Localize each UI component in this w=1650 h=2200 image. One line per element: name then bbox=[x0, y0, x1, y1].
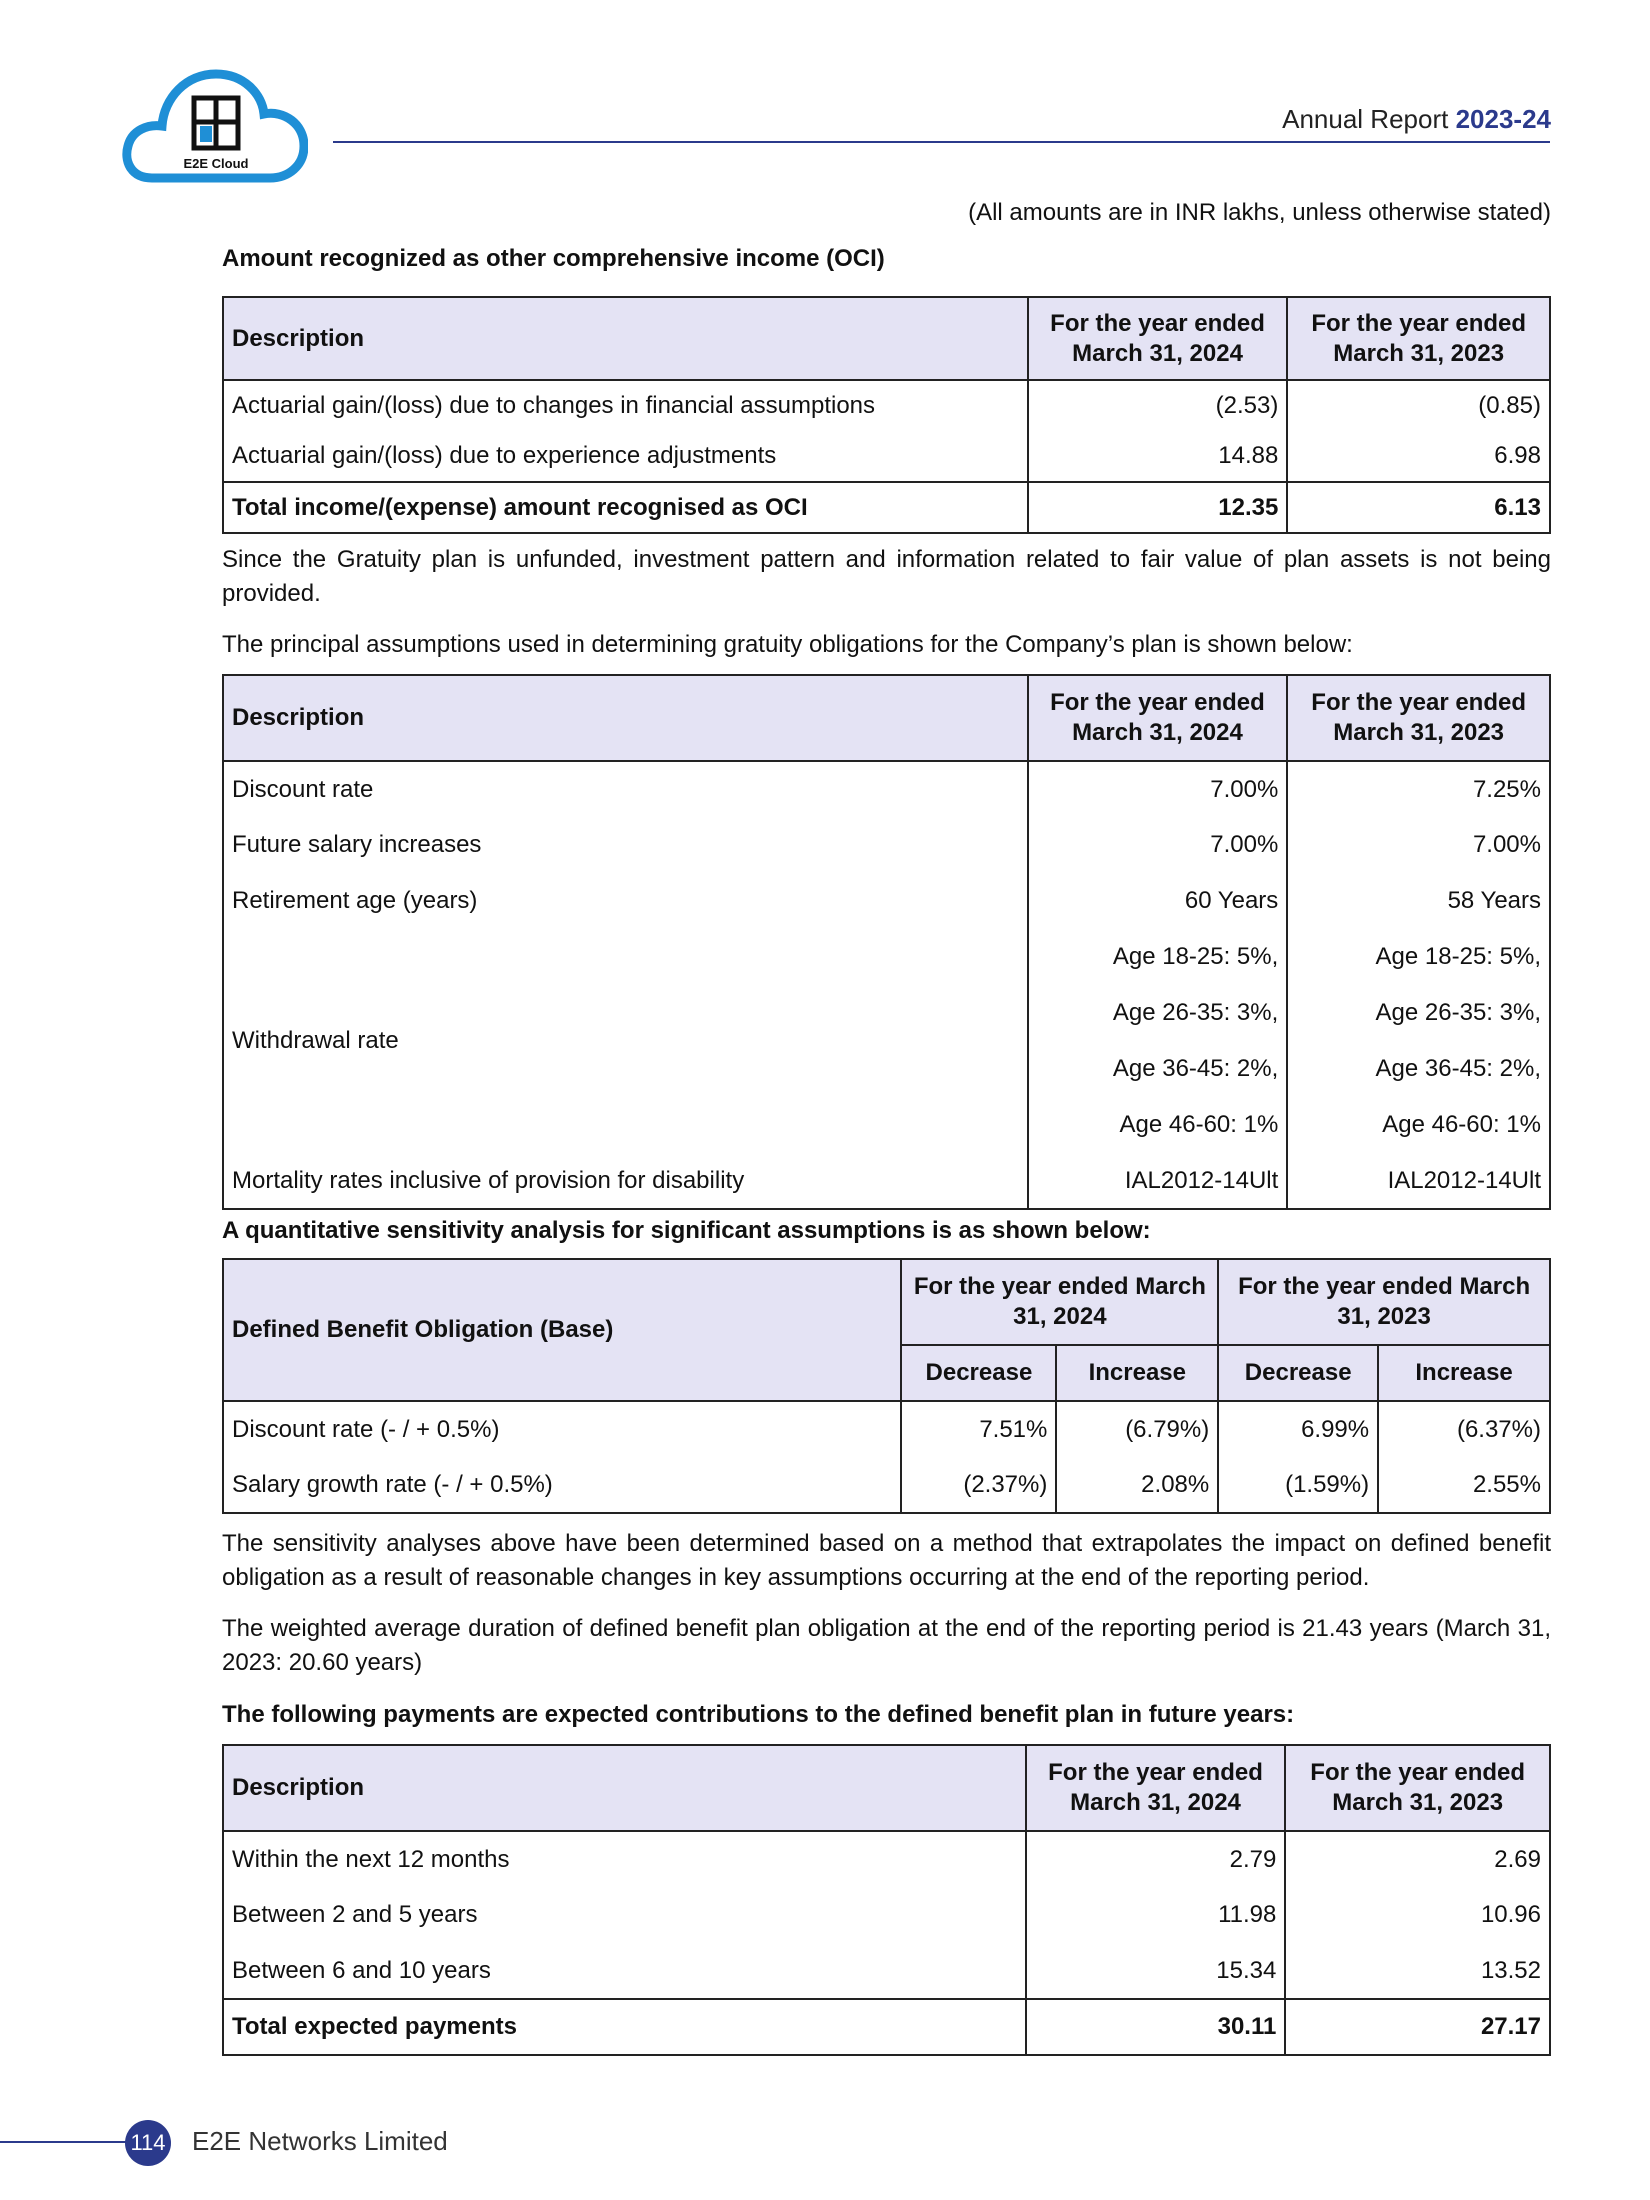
table-row: Salary growth rate (- / + 0.5%) (2.37%) 2.08% (1.59%) 2.55% bbox=[223, 1457, 1550, 1513]
column-header: For the year ended March 31, 2023 bbox=[1285, 1745, 1550, 1831]
table-row: Mortality rates inclusive of provision for disability IAL2012-14Ult IAL2012-14Ult bbox=[223, 1153, 1550, 1209]
table-row: Future salary increases 7.00% 7.00% bbox=[223, 817, 1550, 873]
sensitivity-table bbox=[222, 1258, 1551, 1514]
company-name: E2E Networks Limited bbox=[192, 2126, 448, 2156]
assumptions-table bbox=[222, 674, 1551, 1210]
paragraph: The weighted average duration of defined benefit plan obligation at the end of the reporting period is 21.43 years (March 31, 2023: 20.60 years) bbox=[222, 1615, 1551, 1676]
column-header: For the year ended March 31, 2023 bbox=[1287, 675, 1550, 761]
table-row: Discount rate 7.00% 7.25% bbox=[223, 761, 1550, 817]
column-header: Description bbox=[223, 675, 1028, 761]
amounts-note: (All amounts are in INR lakhs, unless otherwise stated) bbox=[968, 199, 1551, 226]
paragraph: The principal assumptions used in determining gratuity obligations for the Company’s plan is shown below: bbox=[222, 631, 1353, 658]
withdrawal-label: Withdrawal rate bbox=[223, 929, 1028, 1153]
table-row: Actuarial gain/(loss) due to experience adjustments 14.88 6.98 bbox=[223, 431, 1550, 482]
report-year: 2023-24 bbox=[1455, 104, 1551, 134]
paragraph: The sensitivity analyses above have been determined based on a method that extrapolates the impact on defined benefit obligation as a result of reasonable changes in key assumptions occurring at the end of the reporting period. bbox=[222, 1530, 1551, 1591]
report-label: Annual Report bbox=[1282, 104, 1449, 134]
total-row: Total expected payments 30.11 27.17 bbox=[223, 1999, 1550, 2055]
column-header: For the year ended March 31, 2024 bbox=[1028, 675, 1288, 761]
paragraph: Since the Gratuity plan is unfunded, investment pattern and information related to fair value of plan assets is not being provided. bbox=[222, 546, 1551, 607]
table-row: Withdrawal rate Age 18-25: 5%, Age 18-25: 5%, bbox=[223, 929, 1550, 985]
column-header: Decrease bbox=[1218, 1345, 1378, 1401]
column-header: For the year ended March 31, 2024 bbox=[1026, 1745, 1286, 1831]
table-row: Age 46-60: 1% Age 46-60: 1% bbox=[223, 1097, 1550, 1153]
table-row: Discount rate (- / + 0.5%) 7.51% (6.79%) 6.99% (6.37%) bbox=[223, 1401, 1550, 1457]
column-header: Increase bbox=[1056, 1345, 1218, 1401]
table-row: Actuarial gain/(loss) due to changes in financial assumptions (2.53) (0.85) bbox=[223, 380, 1550, 431]
column-header: For the year ended March 31, 2023 bbox=[1287, 297, 1550, 380]
header-rule bbox=[333, 141, 1550, 143]
table-row: Age 26-35: 3%, Age 26-35: 3%, bbox=[223, 985, 1550, 1041]
oci-table bbox=[222, 296, 1551, 534]
column-header: Defined Benefit Obligation (Base) bbox=[223, 1259, 901, 1401]
footer-rule bbox=[0, 2141, 128, 2143]
total-row: Total income/(expense) amount recognised as OCI 12.35 6.13 bbox=[223, 482, 1550, 533]
e2e-cloud-logo bbox=[122, 60, 308, 186]
report-title bbox=[1282, 104, 1551, 135]
table-row: Between 2 and 5 years 11.98 10.96 bbox=[223, 1887, 1550, 1943]
column-header: For the year ended March 31, 2024 bbox=[1028, 297, 1288, 380]
column-header: Increase bbox=[1378, 1345, 1550, 1401]
payments-heading: The following payments are expected contributions to the defined benefit plan in future years: bbox=[222, 1701, 1295, 1728]
column-header: Decrease bbox=[901, 1345, 1056, 1401]
column-header: Description bbox=[223, 1745, 1026, 1831]
table-row: Age 36-45: 2%, Age 36-45: 2%, bbox=[223, 1041, 1550, 1097]
page-number: 114 bbox=[125, 2120, 171, 2166]
sensitivity-heading: A quantitative sensitivity analysis for significant assumptions is as shown below: bbox=[222, 1217, 1151, 1244]
column-header: For the year ended March 31, 2024 bbox=[901, 1259, 1218, 1345]
logo-text: E2E Cloud bbox=[183, 156, 249, 171]
oci-heading: Amount recognized as other comprehensive income (OCI) bbox=[222, 245, 885, 272]
table-row: Between 6 and 10 years 15.34 13.52 bbox=[223, 1943, 1550, 1999]
column-header: Description bbox=[223, 297, 1028, 380]
column-header: For the year ended March 31, 2023 bbox=[1218, 1259, 1550, 1345]
table-row: Within the next 12 months 2.79 2.69 bbox=[223, 1831, 1550, 1887]
table-row: Retirement age (years) 60 Years 58 Years bbox=[223, 873, 1550, 929]
payments-table bbox=[222, 1744, 1551, 2056]
